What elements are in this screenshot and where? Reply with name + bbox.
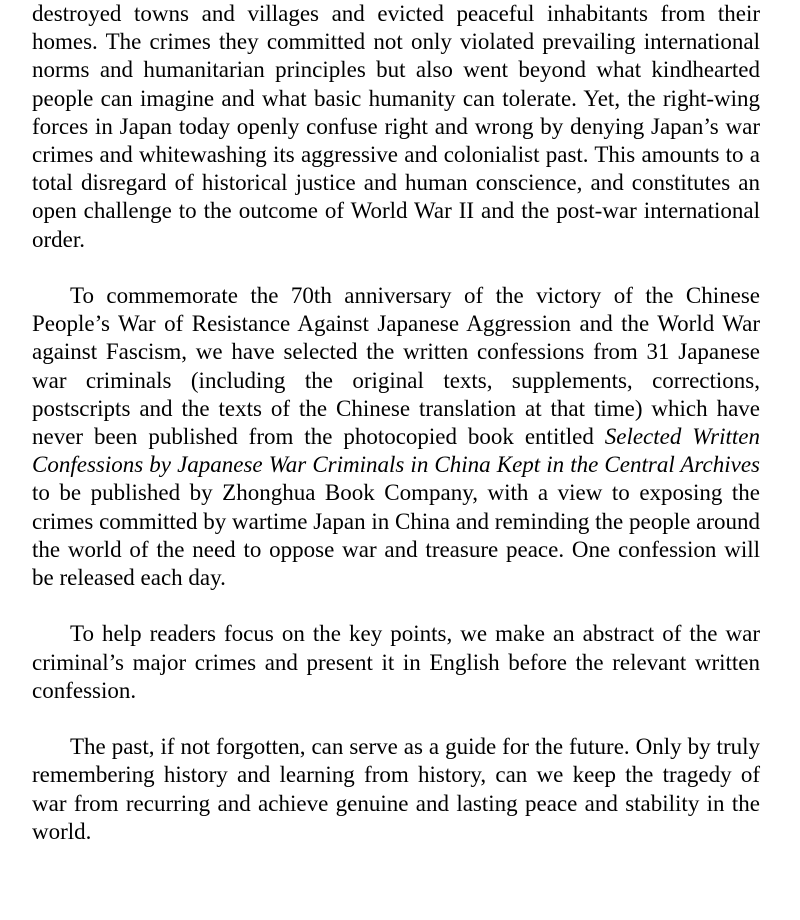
paragraph-2-text-after: to be published by Zhonghua Book Company, with a view to exposing the crimes committed by wartime Japan in China and reminding the people around the world of the need to oppose war and treasure peace. One confession will be released each day. <box>32 480 760 591</box>
paragraph-1-text: destroyed towns and villages and evicted peaceful inhabitants from their homes. The crimes they committed not only violated prevailing international norms and humanitarian principles but also went beyond what kindhearted people can imagine and what basic humanity can tolerate. Yet, the right-wing forces in Japan today openly confuse right and wrong by denying Japan’s war crimes and whitewashing its aggressive and colonialist past. This amounts to a total disregard of historical justice and human conscience, and constitutes an open challenge to the outcome of World War II and the post-war international order. <box>32 1 760 252</box>
paragraph-1 <box>32 0 760 254</box>
paragraph-3 <box>32 620 760 705</box>
document-page <box>32 0 760 874</box>
paragraph-2-text-before: To commemorate the 70th anniversary of the victory of the Chinese People’s War of Resistance Against Japanese Aggression and the World War against Fascism, we have selected the written confessions from 31 Japanese war criminals (including the original texts, supplements, corrections, postscripts and the texts of the Chinese translation at that time) which have never been published from the photocopied book entitled <box>32 283 760 450</box>
paragraph-4-text: The past, if not forgotten, can serve as a guide for the future. Only by truly remembering history and learning from history, can we keep the tragedy of war from recurring and achieve genuine and lasting peace and stability in the world. <box>32 734 760 844</box>
paragraph-2 <box>32 282 760 592</box>
book-title: Selected Written Confessions by Japanese War Criminals in China Kept in the Central Archives <box>32 424 760 478</box>
paragraph-4 <box>32 733 760 846</box>
paragraph-3-text: To help readers focus on the key points, we make an abstract of the war criminal’s major crimes and present it in English before the relevant written confession. <box>32 621 760 703</box>
